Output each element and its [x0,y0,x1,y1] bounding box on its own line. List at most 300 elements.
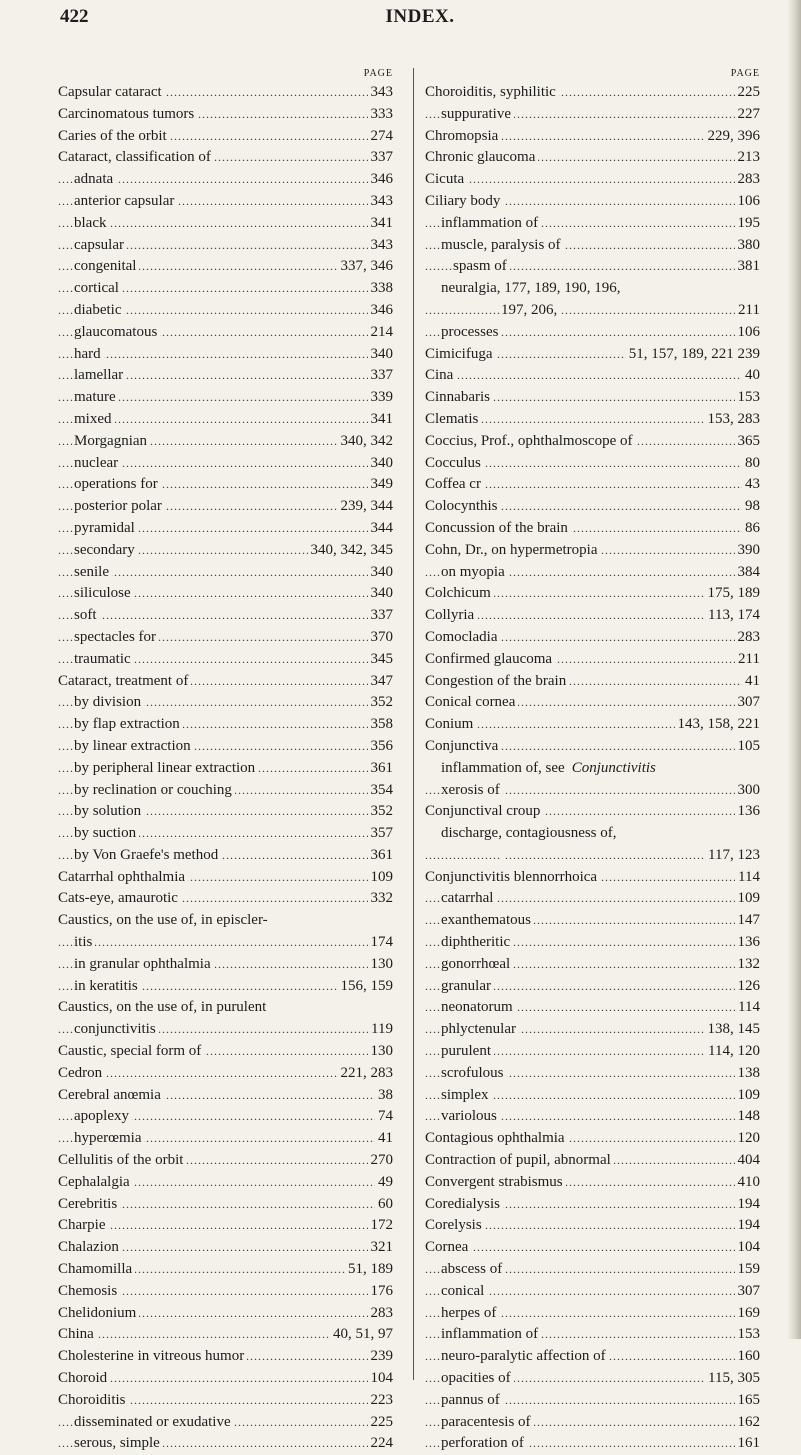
entry-page-ref: 337 [368,605,394,627]
entry-term: 197, 206, [501,302,560,318]
entry-page-ref: 161 [735,1433,761,1455]
entry-page-ref: 109 [735,1085,761,1107]
entry-term: Cataract, treatment of [58,673,191,689]
index-entry [58,104,393,126]
entry-term: cortical [74,280,122,296]
entry-page-ref: 321 [368,1237,394,1259]
entry-page-ref: 384 [735,562,761,584]
entry-page-ref: 307 [735,1281,761,1303]
entry-page-ref: 338 [368,278,394,300]
index-entry [425,671,760,693]
entry-page-ref: 344 [368,518,394,540]
entry-page-ref: 339 [368,387,394,409]
entry-page-ref: 380 [735,235,761,257]
index-entry [425,692,760,714]
entry-page-ref: 214 [368,322,394,344]
index-entry [58,845,393,867]
entry-page-ref: 381 [735,256,761,278]
entry-page-ref: 227 [735,104,761,126]
index-entry [58,1390,393,1412]
entry-page-ref: 283 [368,1303,394,1325]
entry-page-ref: 274 [368,126,394,148]
index-entry [425,888,760,910]
entry-term: Cohn, Dr., on hypermetropia [425,542,600,558]
entry-page-ref: 340 [368,453,394,475]
entry-term: neuralgia, 177, 189, 190, 196, [441,280,624,296]
index-entry [425,191,760,213]
entry-term: by flap extraction [74,716,183,732]
index-entry [58,932,393,954]
entry-page-ref: 41 [375,1128,393,1150]
page-header [60,6,780,36]
index-entry [425,1215,760,1237]
index-entry [58,1041,393,1063]
index-entry [58,387,393,409]
index-entry [425,1433,760,1455]
entry-term: traumatic [74,651,134,667]
entry-term: by linear extraction [74,738,194,754]
entry-term: Congestion of the brain [425,673,569,689]
index-entry [425,496,760,518]
index-entry [58,1324,393,1346]
index-entry [58,714,393,736]
entry-term: Colchicum [425,585,494,601]
entry-term: conical [441,1283,487,1299]
index-entry [425,147,760,169]
entry-term: Cicuta [425,171,467,187]
entry-page-ref: 138, 145 [705,1019,761,1041]
entry-page-ref: 213 [735,147,761,169]
index-entry [58,82,393,104]
entry-term: operations for [74,476,161,492]
entry-page-ref: 340 [368,583,394,605]
entry-term: Coredialysis [425,1196,503,1212]
entry-page-ref: 349 [368,474,394,496]
index-entry [425,583,760,605]
entry-term: Cellulitis of the orbit [58,1152,186,1168]
entry-page-ref: 119 [368,1019,393,1041]
index-entry [425,1324,760,1346]
entry-term: in keratitis [74,978,141,994]
entry-page-ref: 370 [368,627,394,649]
entry-term: in granular ophthalmia [74,956,214,972]
entry-term: inflammation of, see [441,760,568,776]
entry-term: catarrhal [441,890,496,906]
entry-term: Cimicifuga [425,346,496,362]
entry-page-ref: 357 [368,823,394,845]
entry-term: Chamomilla [58,1261,135,1277]
index-entry [58,692,393,714]
index-entry [425,1085,760,1107]
index-entry [425,1172,760,1194]
entry-term: by solution [74,803,144,819]
entry-term: Ciliary body [425,193,503,209]
index-entry [58,1259,393,1281]
index-entry [425,1281,760,1303]
entry-page-ref: 340 [368,562,394,584]
index-entry [58,910,393,932]
index-entry [425,976,760,998]
index-entry [425,1346,760,1368]
entry-term: pannus of [441,1392,503,1408]
index-entry [58,1194,393,1216]
entry-term: lamellar [74,367,126,383]
index-entry [425,278,760,300]
index-entry [58,671,393,693]
entry-page-ref: 239, 344 [338,496,394,518]
index-entry [58,1172,393,1194]
entry-term: mature [74,389,119,405]
entry-page-ref: 343 [368,235,394,257]
entry-term: Cephalalgia [58,1174,133,1190]
index-entry [425,1303,760,1325]
index-entry [58,322,393,344]
index-entry [58,758,393,780]
index-entry [425,649,760,671]
entry-page-ref: 345 [368,649,394,671]
index-entry [58,1106,393,1128]
entry-term: Chronic glaucoma [425,149,538,165]
entry-term: Cerebritis [58,1196,120,1212]
index-entry [425,82,760,104]
entry-term: granular [441,978,494,994]
index-entry [58,823,393,845]
entry-term: pyramidal [74,520,138,536]
entry-term: Caries of the orbit [58,128,170,144]
entry-page-ref: 283 [735,169,761,191]
entry-page-ref: 136 [735,801,761,823]
entry-term: China [58,1326,97,1342]
entry-page-ref: 109 [368,867,394,889]
entry-term: Conium [425,716,476,732]
entry-page-ref: 352 [368,692,394,714]
entry-page-ref: 114 [735,997,760,1019]
entry-term: Convergent strabismus [425,1174,566,1190]
entry-page-ref: 390 [735,540,761,562]
entry-term: Conjunctivitis blennorrhoica [425,869,600,885]
entry-term: exanthematous [441,912,534,928]
index-entry [425,1259,760,1281]
entry-term: Chromopsia [425,128,501,144]
index-entry [425,910,760,932]
index-entry [425,1128,760,1150]
index-entry [58,1063,393,1085]
entry-term: Carcinomatous tumors [58,106,197,122]
entry-page-ref: 38 [375,1085,393,1107]
entry-page-ref: 49 [375,1172,393,1194]
index-entry [425,1237,760,1259]
entry-term: glaucomatous [74,324,160,340]
index-entry [425,518,760,540]
index-entry [58,736,393,758]
entry-page-ref: 60 [375,1194,393,1216]
index-entry [58,147,393,169]
entry-term: Capsular cataract [58,84,165,100]
entry-term: Conical cornea [425,694,518,710]
index-entry [425,169,760,191]
index-entry [58,518,393,540]
entry-term: Clematis [425,411,481,427]
entry-page-ref: 86 [742,518,760,540]
entry-term: Morgagnian [74,433,150,449]
entry-term: Contraction of pupil, abnormal [425,1152,614,1168]
entry-term: black [74,215,109,231]
entry-term: apoplexy [74,1108,132,1124]
entry-page-ref: 159 [735,1259,761,1281]
index-entry [58,169,393,191]
index-entry [425,300,760,322]
entry-page-ref: 114, 120 [705,1041,760,1063]
index-entry [425,126,760,148]
index-entry [58,1412,393,1434]
entry-page-ref: 174 [368,932,394,954]
entry-term: Corelysis [425,1217,485,1233]
page-column-label: PAGE [363,68,393,79]
index-entry [425,714,760,736]
entry-page-ref: 225 [735,82,761,104]
index-entry [425,1368,760,1390]
entry-page-ref: 270 [368,1150,394,1172]
entry-term: hard [74,346,104,362]
entry-page-ref: 153 [735,1324,761,1346]
entry-page-ref: 126 [735,976,761,998]
index-entry [425,932,760,954]
entry-term: secondary [74,542,138,558]
entry-term: discharge, contagiousness of, [441,825,620,841]
index-entry [425,627,760,649]
entry-term: Cholesterine in vitreous humor [58,1348,247,1364]
index-entry [425,256,760,278]
index-entry [425,322,760,344]
index-entry [58,627,393,649]
index-entry [58,1085,393,1107]
entry-page-ref: 175, 189 [705,583,761,605]
index-entry [425,474,760,496]
entry-page-ref: 337 [368,365,394,387]
entry-term: Cerebral anœmia [58,1087,164,1103]
entry-page-ref: 138 [735,1063,761,1085]
index-entry [425,213,760,235]
entry-page-ref: 211 [735,300,760,322]
index-entry [425,365,760,387]
entry-page-ref: 283 [735,627,761,649]
entry-term: by division [74,694,144,710]
entry-term: Cataract, classification of [58,149,214,165]
index-entry [58,126,393,148]
entry-term: Choroid [58,1370,110,1386]
index-entry [425,235,760,257]
index-entry [58,191,393,213]
index-entry [425,562,760,584]
entry-term: simplex [441,1087,492,1103]
entry-page-ref: 358 [368,714,394,736]
entry-term: muscle, paralysis of [441,237,564,253]
index-entry [58,562,393,584]
entry-page-ref: 40, 51, 97 [330,1324,393,1346]
entry-term: opacities of [441,1370,514,1386]
entry-page-ref: 148 [735,1106,761,1128]
entry-term: variolous [441,1108,500,1124]
index-entry [425,1106,760,1128]
index-entry [425,409,760,431]
entry-term: Choroiditis [58,1392,129,1408]
index-entry [58,365,393,387]
entry-term: Cedron [58,1065,105,1081]
index-entry [58,1368,393,1390]
entry-page-ref: 43 [742,474,760,496]
entry-page-ref: 239 [368,1346,394,1368]
page-column-label: PAGE [730,68,760,79]
page-edge [787,0,801,1339]
entry-term: neonatorum [441,999,516,1015]
index-entries-right [425,82,760,1455]
entry-page-ref: 332 [368,888,394,910]
index-entry [58,605,393,627]
entry-term: scrofulous [441,1065,507,1081]
index-entry [58,496,393,518]
entry-page-ref: 361 [368,758,394,780]
index-entry [425,1150,760,1172]
entry-term: phlyctenular [441,1021,519,1037]
index-entry [58,583,393,605]
entry-term: Chalazion [58,1239,122,1255]
entry-term: Cats-eye, amaurotic [58,890,181,906]
entry-page-ref: 109 [735,888,761,910]
entry-page-ref: ..... 117, 123 [705,845,760,867]
entry-page-ref: 221, 283 [338,1063,394,1085]
index-entry [58,888,393,910]
entry-page-ref: 160 [735,1346,761,1368]
index-column-left [58,66,393,1455]
index-entry [425,867,760,889]
entry-term: by peripheral linear extraction [74,760,258,776]
entry-page-ref: 115, 305 [705,1368,760,1390]
entry-page-ref: 156, 159 [338,976,394,998]
entry-term: siliculose [74,585,134,601]
entry-term: Conjunctival croup [425,803,543,819]
entry-page-ref: 300 [735,780,761,802]
entry-term: herpes of [441,1305,499,1321]
entry-page-ref: 224 [368,1433,394,1455]
entry-page-ref: 113, 174 [705,605,760,627]
index-entry [425,1063,760,1085]
index-entry [58,1237,393,1259]
entry-page-ref: 352 [368,801,394,823]
entry-page-ref: 162 [735,1412,761,1434]
index-column-right [425,66,760,1455]
index-entry [425,1194,760,1216]
entry-term: paracentesis of [441,1414,534,1430]
entry-term: abscess of [441,1261,505,1277]
entry-page-ref: 165 [735,1390,761,1412]
entry-term: anterior capsular [74,193,177,209]
entry-term: soft [74,607,100,623]
entry-page-ref: 130 [368,954,394,976]
entry-term: Conjunctiva [425,738,501,754]
entry-term: congenital [74,258,139,274]
entry-page-ref: 346 [368,300,394,322]
index-entry [425,758,760,780]
entry-page-ref: 404 [735,1150,761,1172]
entry-term: Concussion of the brain [425,520,571,536]
entry-page-ref: 132 [735,954,761,976]
index-entry [425,801,760,823]
index-entry [425,736,760,758]
entry-page-ref: 225 [368,1412,394,1434]
index-entry [425,997,760,1019]
index-entry [425,605,760,627]
entry-page-ref: 307 [735,692,761,714]
entry-term: senile [74,564,112,580]
entry-page-ref: 195 [735,213,761,235]
entry-term: by reclination or couching [74,782,235,798]
entry-term: Cinnabaris [425,389,493,405]
index-entry [58,1281,393,1303]
entry-page-ref: 153, 283 [705,409,761,431]
index-entry [425,387,760,409]
entry-term: spasm of [453,258,510,274]
index-entry [58,976,393,998]
entry-term: diabetic [74,302,124,318]
entry-page-ref: 343 [368,191,394,213]
index-entry [58,278,393,300]
entry-term: adnata [74,171,116,187]
entry-page-ref: 337, 346 [338,256,394,278]
entry-term: by Von Graefe's method [74,847,221,863]
entry-term: on myopia [441,564,508,580]
index-entry [58,1019,393,1041]
entry-term: xerosis of [441,782,503,798]
entry-term: spectacles for [74,629,159,645]
entry-term: disseminated or exudative [74,1414,234,1430]
index-entry [425,344,760,366]
entry-term: hyperœmia [74,1130,144,1146]
entry-term: neuro-paralytic affection of [441,1348,609,1364]
entry-page-ref: 41 [742,671,760,693]
entry-term: purulent [441,1043,494,1059]
index-entry [58,649,393,671]
index-entry [58,213,393,235]
entry-page-ref: 104 [368,1368,394,1390]
entry-term: mixed [74,411,115,427]
entry-term: inflammation of [441,215,541,231]
entry-page-ref: 147 [735,910,761,932]
page-title: INDEX. [385,6,455,27]
entry-page-ref: 104 [735,1237,761,1259]
entry-page-ref: 106 [735,191,761,213]
entry-page-ref: 356 [368,736,394,758]
index-entry [58,1128,393,1150]
index-entry [58,300,393,322]
entry-page-ref: 169 [735,1303,761,1325]
index-entry [58,1346,393,1368]
entry-page-ref: 106 [735,322,761,344]
index-entry [425,431,760,453]
index-entry [425,453,760,475]
entry-page-ref: 136 [735,932,761,954]
entry-page-ref: 74 [375,1106,393,1128]
entry-term: inflammation of [441,1326,541,1342]
index-entry [425,1041,760,1063]
entry-term: conjunctivitis [74,1021,159,1037]
entry-page-ref: 343 [368,82,394,104]
index-entry [425,1390,760,1412]
index-entry [58,1215,393,1237]
entry-term: Collyria [425,607,477,623]
index-entry [425,540,760,562]
index-entries-left [58,82,393,1455]
index-entry [58,954,393,976]
